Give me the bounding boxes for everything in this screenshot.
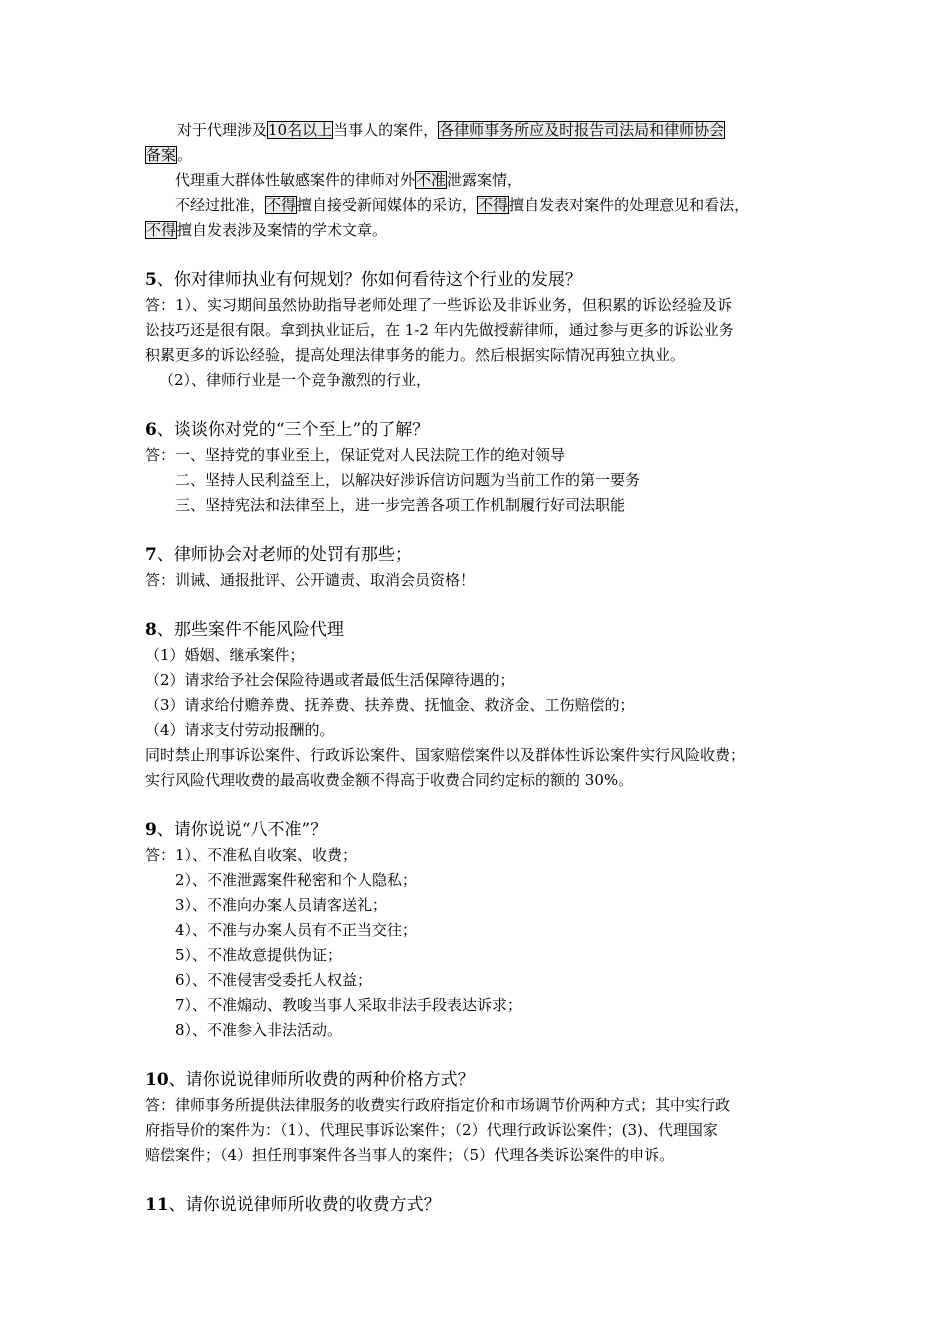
question-number: 5 (145, 270, 157, 290)
text: 擅自发表涉及案情的学术文章。 (177, 221, 388, 239)
question-8-heading (145, 618, 815, 643)
question-title: 、你对律师执业有何规划？你如何看待这个行业的发展？ (156, 270, 582, 290)
answer-line: 讼技巧还是很有限。拿到执业证后，在 1-2 年内先做授薪律师，通过参与更多的诉讼业务 (145, 321, 734, 339)
answer-line: （2）、律师行业是一个竞争激烈的行业， (159, 371, 432, 389)
text: 。 (177, 146, 193, 164)
question-title: 、请你说说律师所收费的收费方式？ (168, 1195, 441, 1215)
question-number: 11 (145, 1195, 169, 1215)
answer-line: 府指导价的案件为：（1）、代理民事诉讼案件；（2）代理行政诉讼案件；(3)、代理国家 (145, 1121, 718, 1139)
answer-line: （1）婚姻、继承案件； (145, 646, 305, 664)
question-title: 、谈谈你对党的“三个至上”的了解？ (156, 420, 430, 440)
text: 泄露案情， (447, 171, 523, 189)
question-number: 10 (145, 1070, 169, 1090)
answer-line: 3）、不准向办案人员请客送礼； (175, 896, 388, 914)
answer-line: 5）、不准故意提供伪证； (175, 946, 343, 964)
intro-line-2 (145, 143, 815, 168)
intro-line-3 (145, 168, 815, 193)
text: 擅自发表对案件的处理意见和看法， (509, 196, 750, 214)
question-9-heading (145, 818, 815, 843)
question-11-heading (145, 1193, 815, 1218)
intro-line-5 (145, 218, 815, 243)
answer-line: （2）请求给予社会保险待遇或者最低生活保障待遇的； (145, 671, 515, 689)
question-number: 8 (145, 620, 157, 640)
answer-line: 答：一、坚持党的事业至上，保证党对人民法院工作的绝对领导 (145, 446, 566, 464)
answer-line: 答：1）、不准私自收案、收费； (145, 846, 358, 864)
answer-line: 同时禁止刑事诉讼案件、行政诉讼案件、国家赔偿案件以及群体性诉讼案件实行风险收费； (145, 746, 746, 764)
answer-line: 积累更多的诉讼经验，提高处理法律事务的能力。然后根据实际情况再独立执业。 (145, 346, 686, 364)
answer-line: 答：律师事务所提供法律服务的收费实行政府指定价和市场调节价两种方式；其中实行政 (145, 1096, 731, 1114)
highlight-box: 10名以上 (268, 121, 333, 139)
answer-line: 赔偿案件；（4）担任刑事案件各当事人的案件；（5）代理各类诉讼案件的申诉。 (145, 1146, 675, 1164)
answer-line: 6）、不准侵害受委托人权益； (175, 971, 373, 989)
question-title: 、请你说说律师所收费的两种价格方式？ (168, 1070, 475, 1090)
question-6-heading (145, 418, 815, 443)
question-number: 6 (145, 420, 157, 440)
answer-line: 答：训诫、通报批评、公开谴责、取消会员资格！ (145, 571, 476, 589)
answer-line: 4）、不准与办案人员有不正当交往； (175, 921, 418, 939)
answer-line: 三、坚持宪法和法律至上，进一步完善各项工作机制履行好司法职能 (175, 496, 626, 514)
text: 代理重大群体性敏感案件的律师对外 (175, 171, 416, 189)
document-page (145, 118, 815, 1218)
answer-line: 7）、不准煽动、教唆当事人采取非法手段表达诉求； (175, 996, 523, 1014)
text: 当事人的案件， (333, 121, 439, 139)
answer-line: （3）请求给付赡养费、抚养费、扶养费、抚恤金、救济金、工伤赔偿的； (145, 696, 635, 714)
question-number: 7 (145, 545, 157, 565)
question-5-heading (145, 268, 815, 293)
answer-line: 8）、不准参入非法活动。 (175, 1021, 343, 1039)
question-10-heading (145, 1068, 815, 1093)
highlight-box: 不准 (416, 171, 447, 189)
text: 对于代理涉及 (177, 121, 268, 139)
highlight-box: 不得 (266, 196, 297, 214)
question-title: 、律师协会对老师的处罚有那些； (156, 545, 412, 565)
highlight-box: 不得 (478, 196, 509, 214)
answer-line: 2）、不准泄露案件秘密和个人隐私； (175, 871, 418, 889)
answer-line: （4）请求支付劳动报酬的。 (145, 721, 335, 739)
text: 不经过批准， (175, 196, 266, 214)
highlight-box: 不得 (146, 221, 177, 239)
answer-line: 实行风险代理收费的最高收费金额不得高于收费合同约定标的额的 30%。 (145, 771, 634, 789)
text: 擅自接受新闻媒体的采访， (297, 196, 478, 214)
question-title: 、那些案件不能风险代理 (156, 620, 344, 640)
answer-line: 答：1）、实习期间虽然协助指导老师处理了一些诉讼及非诉业务，但积累的诉讼经验及诉 (145, 296, 733, 314)
highlight-box: 各律师事务所应及时报告司法局和律师协会 (439, 121, 725, 139)
intro-line-1 (145, 118, 815, 143)
question-7-heading (145, 543, 815, 568)
question-number: 9 (145, 820, 157, 840)
highlight-box: 备案 (146, 146, 177, 164)
answer-line: 二、坚持人民利益至上，以解决好涉诉信访问题为当前工作的第一要务 (175, 471, 641, 489)
question-title: 、请你说说“八不准”？ (156, 820, 328, 840)
intro-line-4 (145, 193, 815, 218)
